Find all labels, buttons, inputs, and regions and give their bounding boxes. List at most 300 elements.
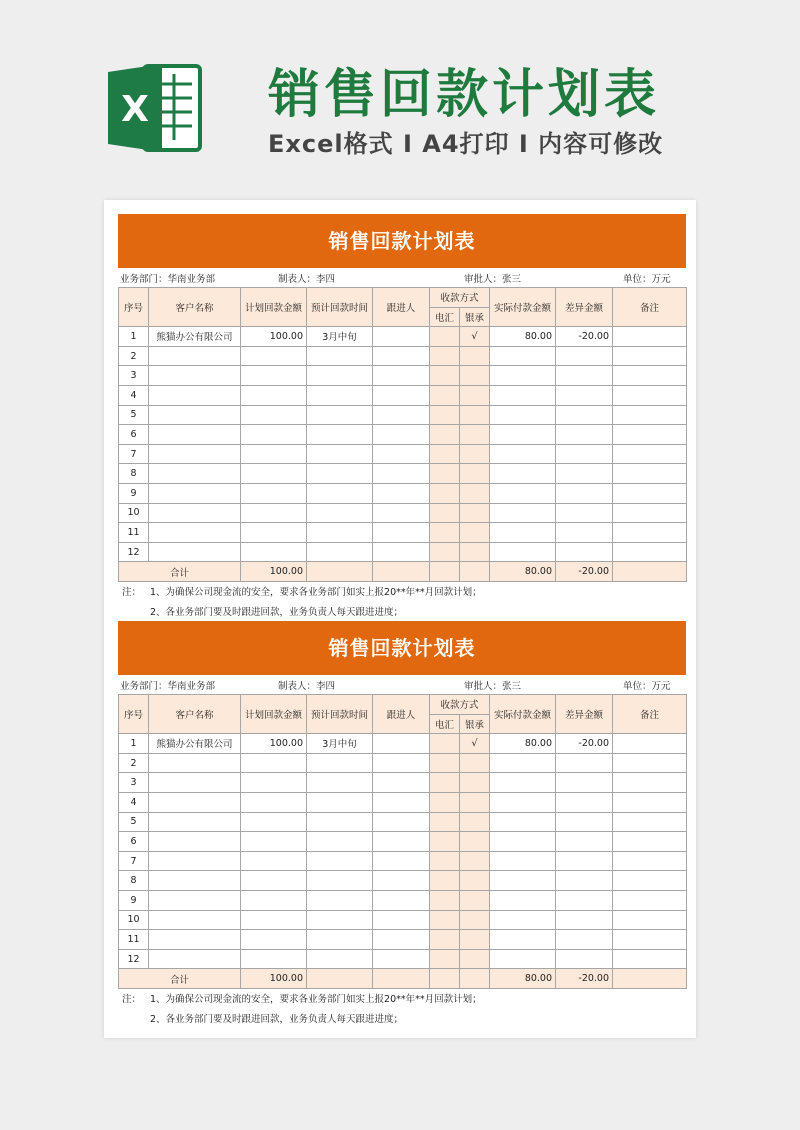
cell-bank[interactable] <box>460 385 490 405</box>
cell-wire[interactable] <box>430 542 460 562</box>
excel-logo-icon <box>104 58 204 158</box>
cell-plan-time[interactable] <box>307 851 373 871</box>
cell-follower[interactable] <box>373 523 430 543</box>
cell-actual[interactable] <box>490 792 556 812</box>
cell-remark[interactable] <box>613 405 687 425</box>
cell-actual[interactable] <box>490 425 556 445</box>
cell-no: 12 <box>119 949 149 969</box>
header-diff: 差异金额 <box>556 288 613 327</box>
hero-header <box>0 0 800 200</box>
cell-no: 4 <box>119 792 149 812</box>
cell-customer[interactable] <box>149 812 241 832</box>
cell-bank[interactable] <box>460 949 490 969</box>
cell-diff[interactable] <box>556 753 613 773</box>
table-row <box>119 464 687 484</box>
cell-bank[interactable] <box>460 523 490 543</box>
cell-diff[interactable] <box>556 405 613 425</box>
cell-customer[interactable] <box>149 890 241 910</box>
cell-diff[interactable] <box>556 871 613 891</box>
cell-bank[interactable] <box>460 425 490 445</box>
header-plan-time: 预计回款时间 <box>307 695 373 734</box>
header-no: 序号 <box>119 288 149 327</box>
cell-bank[interactable] <box>460 405 490 425</box>
cell-customer[interactable] <box>149 444 241 464</box>
cell-follower[interactable] <box>373 871 430 891</box>
cell-wire[interactable] <box>430 385 460 405</box>
cell-wire[interactable] <box>430 871 460 891</box>
cell-plan-amount[interactable] <box>241 812 307 832</box>
cell-follower[interactable] <box>373 366 430 386</box>
cell-remark[interactable] <box>613 327 687 347</box>
cell-wire[interactable] <box>430 366 460 386</box>
cell-diff[interactable] <box>556 425 613 445</box>
cell-wire[interactable] <box>430 812 460 832</box>
cell-plan-amount[interactable] <box>241 464 307 484</box>
cell-plan-amount[interactable] <box>241 405 307 425</box>
cell-plan-amount[interactable] <box>241 385 307 405</box>
cell-customer[interactable] <box>149 773 241 793</box>
plan-table <box>118 287 687 582</box>
cell-follower[interactable] <box>373 890 430 910</box>
cell-plan-amount[interactable] <box>241 503 307 523</box>
cell-plan-time[interactable] <box>307 425 373 445</box>
note-line-2: 2、各业务部门要及时跟进回款，业务负责人每天跟进进度； <box>150 1014 404 1025</box>
table-row <box>119 871 687 891</box>
cell-actual[interactable] <box>490 753 556 773</box>
cell-actual[interactable] <box>490 346 556 366</box>
notes-label: 注： <box>122 587 142 598</box>
cell-follower[interactable] <box>373 930 430 950</box>
cell-plan-amount[interactable] <box>241 346 307 366</box>
cell-no: 11 <box>119 930 149 950</box>
total-empty-cell <box>373 562 430 582</box>
dept-field: 业务部门：华南业务部 <box>120 681 216 692</box>
cell-remark[interactable] <box>613 503 687 523</box>
cell-customer[interactable] <box>149 851 241 871</box>
cell-diff[interactable] <box>556 949 613 969</box>
note-line-1: 1、为确保公司现金流的安全，要求各业务部门如实上报20**年**月回款计划； <box>150 587 482 598</box>
cell-customer[interactable] <box>149 425 241 445</box>
cell-actual[interactable] <box>490 812 556 832</box>
cell-plan-time[interactable] <box>307 464 373 484</box>
cell-no: 7 <box>119 851 149 871</box>
cell-plan-time[interactable] <box>307 483 373 503</box>
cell-plan-time[interactable] <box>307 890 373 910</box>
table-row <box>119 405 687 425</box>
cell-diff[interactable] <box>556 910 613 930</box>
cell-follower[interactable] <box>373 949 430 969</box>
cell-no: 3 <box>119 366 149 386</box>
cell-remark[interactable] <box>613 871 687 891</box>
cell-wire[interactable] <box>430 503 460 523</box>
maker-field: 制表人：李四 <box>278 274 336 285</box>
cell-wire[interactable] <box>430 425 460 445</box>
cell-actual[interactable] <box>490 444 556 464</box>
cell-plan-time[interactable] <box>307 753 373 773</box>
cell-remark[interactable] <box>613 483 687 503</box>
cell-plan-time[interactable] <box>307 542 373 562</box>
cell-follower[interactable] <box>373 812 430 832</box>
cell-plan-amount[interactable] <box>241 444 307 464</box>
cell-wire[interactable] <box>430 346 460 366</box>
cell-remark[interactable] <box>613 890 687 910</box>
cell-plan-time[interactable] <box>307 523 373 543</box>
total-empty-cell <box>307 562 373 582</box>
cell-remark[interactable] <box>613 851 687 871</box>
table-row <box>119 851 687 871</box>
cell-plan-time[interactable] <box>307 812 373 832</box>
cell-plan-amount[interactable] <box>241 425 307 445</box>
cell-remark[interactable] <box>613 753 687 773</box>
unit-field: 单位：万元 <box>623 681 671 692</box>
cell-customer[interactable]: 熊猫办公有限公司 <box>149 327 241 347</box>
cell-follower[interactable] <box>373 405 430 425</box>
header-wire: 电汇 <box>430 307 460 327</box>
cell-wire[interactable] <box>430 327 460 347</box>
cell-plan-time[interactable] <box>307 773 373 793</box>
cell-no: 2 <box>119 346 149 366</box>
cell-diff[interactable] <box>556 444 613 464</box>
cell-no: 11 <box>119 523 149 543</box>
cell-wire[interactable] <box>430 890 460 910</box>
cell-remark[interactable] <box>613 464 687 484</box>
table-header-row <box>119 695 687 715</box>
cell-no: 4 <box>119 385 149 405</box>
cell-follower[interactable] <box>373 425 430 445</box>
cell-plan-amount[interactable] <box>241 792 307 812</box>
table-row <box>119 425 687 445</box>
cell-bank[interactable] <box>460 871 490 891</box>
cell-follower[interactable] <box>373 385 430 405</box>
header-plan-time: 预计回款时间 <box>307 288 373 327</box>
cell-actual[interactable] <box>490 930 556 950</box>
cell-wire[interactable] <box>430 949 460 969</box>
cell-follower[interactable] <box>373 464 430 484</box>
total-empty-cell <box>460 562 490 582</box>
cell-customer[interactable] <box>149 871 241 891</box>
cell-follower[interactable] <box>373 327 430 347</box>
cell-bank[interactable] <box>460 503 490 523</box>
cell-plan-time[interactable] <box>307 444 373 464</box>
cell-remark[interactable] <box>613 792 687 812</box>
cell-customer[interactable] <box>149 405 241 425</box>
cell-actual[interactable] <box>490 949 556 969</box>
notes-label: 注： <box>122 994 142 1005</box>
cell-actual[interactable] <box>490 832 556 852</box>
cell-actual[interactable] <box>490 890 556 910</box>
cell-plan-time[interactable] <box>307 346 373 366</box>
approver-field: 审批人：张三 <box>464 274 522 285</box>
cell-plan-amount[interactable] <box>241 483 307 503</box>
cell-actual[interactable]: 80.00 <box>490 734 556 754</box>
cell-customer[interactable] <box>149 832 241 852</box>
cell-diff[interactable] <box>556 792 613 812</box>
table-row <box>119 483 687 503</box>
total-label: 合计 <box>119 969 241 989</box>
cell-bank[interactable] <box>460 890 490 910</box>
cell-plan-amount[interactable] <box>241 890 307 910</box>
form-title-banner: 销售回款计划表 <box>118 621 686 675</box>
document-sheet <box>104 200 696 1038</box>
cell-customer[interactable] <box>149 930 241 950</box>
cell-bank[interactable] <box>460 753 490 773</box>
table-row <box>119 385 687 405</box>
cell-remark[interactable] <box>613 812 687 832</box>
cell-plan-time[interactable]: 3月中旬 <box>307 327 373 347</box>
cell-bank[interactable] <box>460 910 490 930</box>
cell-plan-time[interactable] <box>307 871 373 891</box>
total-plan-amount: 100.00 <box>241 969 307 989</box>
cell-diff[interactable]: -20.00 <box>556 327 613 347</box>
cell-plan-time[interactable] <box>307 832 373 852</box>
cell-wire[interactable] <box>430 773 460 793</box>
cell-bank[interactable] <box>460 444 490 464</box>
total-empty-cell <box>430 562 460 582</box>
cell-actual[interactable] <box>490 773 556 793</box>
hero-subtitle: Excel格式 I A4打印 I 内容可修改 <box>268 130 664 158</box>
total-label: 合计 <box>119 562 241 582</box>
cell-bank[interactable] <box>460 773 490 793</box>
cell-plan-amount[interactable] <box>241 523 307 543</box>
cell-wire[interactable] <box>430 930 460 950</box>
cell-plan-time[interactable] <box>307 910 373 930</box>
cell-follower[interactable] <box>373 792 430 812</box>
cell-follower[interactable] <box>373 503 430 523</box>
cell-plan-time[interactable]: 3月中旬 <box>307 734 373 754</box>
cell-no: 6 <box>119 832 149 852</box>
cell-diff[interactable] <box>556 523 613 543</box>
form-meta-row <box>118 270 686 286</box>
cell-follower[interactable] <box>373 542 430 562</box>
header-plan-amount: 计划回款金额 <box>241 695 307 734</box>
cell-wire[interactable] <box>430 910 460 930</box>
cell-bank[interactable]: √ <box>460 327 490 347</box>
cell-wire[interactable] <box>430 792 460 812</box>
cell-diff[interactable] <box>556 542 613 562</box>
cell-no: 1 <box>119 734 149 754</box>
cell-diff[interactable] <box>556 385 613 405</box>
cell-customer[interactable] <box>149 464 241 484</box>
header-method: 收款方式 <box>430 288 490 308</box>
cell-plan-amount[interactable] <box>241 773 307 793</box>
cell-no: 2 <box>119 753 149 773</box>
cell-no: 10 <box>119 503 149 523</box>
cell-actual[interactable] <box>490 503 556 523</box>
cell-plan-amount[interactable] <box>241 542 307 562</box>
header-plan-amount: 计划回款金额 <box>241 288 307 327</box>
cell-bank[interactable] <box>460 542 490 562</box>
table-row <box>119 503 687 523</box>
cell-plan-time[interactable] <box>307 949 373 969</box>
cell-wire[interactable] <box>430 464 460 484</box>
cell-no: 8 <box>119 464 149 484</box>
cell-plan-amount[interactable]: 100.00 <box>241 327 307 347</box>
total-empty-cell <box>613 562 687 582</box>
cell-diff[interactable] <box>556 503 613 523</box>
cell-customer[interactable] <box>149 542 241 562</box>
cell-follower[interactable] <box>373 753 430 773</box>
cell-plan-amount[interactable] <box>241 871 307 891</box>
cell-diff[interactable] <box>556 851 613 871</box>
cell-diff[interactable]: -20.00 <box>556 734 613 754</box>
cell-remark[interactable] <box>613 949 687 969</box>
header-follower: 跟进人 <box>373 695 430 734</box>
cell-plan-time[interactable] <box>307 503 373 523</box>
cell-plan-amount[interactable] <box>241 930 307 950</box>
cell-plan-amount[interactable] <box>241 949 307 969</box>
cell-customer[interactable] <box>149 346 241 366</box>
cell-remark[interactable] <box>613 542 687 562</box>
cell-actual[interactable] <box>490 385 556 405</box>
table-row <box>119 542 687 562</box>
cell-wire[interactable] <box>430 483 460 503</box>
cell-customer[interactable] <box>149 792 241 812</box>
cell-bank[interactable] <box>460 346 490 366</box>
cell-no: 5 <box>119 812 149 832</box>
cell-remark[interactable] <box>613 910 687 930</box>
table-row <box>119 949 687 969</box>
cell-no: 10 <box>119 910 149 930</box>
cell-diff[interactable] <box>556 773 613 793</box>
maker-field: 制表人：李四 <box>278 681 336 692</box>
cell-remark[interactable] <box>613 385 687 405</box>
cell-remark[interactable] <box>613 523 687 543</box>
table-row <box>119 327 687 347</box>
cell-wire[interactable] <box>430 405 460 425</box>
total-actual: 80.00 <box>490 562 556 582</box>
cell-customer[interactable] <box>149 385 241 405</box>
total-empty-cell <box>373 969 430 989</box>
cell-customer[interactable] <box>149 910 241 930</box>
header-bank: 银承 <box>460 714 490 734</box>
cell-actual[interactable] <box>490 405 556 425</box>
cell-customer[interactable] <box>149 523 241 543</box>
cell-remark[interactable] <box>613 366 687 386</box>
total-empty-cell <box>613 969 687 989</box>
cell-diff[interactable] <box>556 930 613 950</box>
cell-plan-amount[interactable] <box>241 366 307 386</box>
cell-diff[interactable] <box>556 890 613 910</box>
cell-diff[interactable] <box>556 464 613 484</box>
cell-remark[interactable] <box>613 734 687 754</box>
cell-actual[interactable]: 80.00 <box>490 327 556 347</box>
cell-bank[interactable] <box>460 366 490 386</box>
total-empty-cell <box>460 969 490 989</box>
note-line-1: 1、为确保公司现金流的安全，要求各业务部门如实上报20**年**月回款计划； <box>150 994 482 1005</box>
cell-wire[interactable] <box>430 851 460 871</box>
header-no: 序号 <box>119 695 149 734</box>
cell-bank[interactable] <box>460 851 490 871</box>
cell-diff[interactable] <box>556 346 613 366</box>
cell-follower[interactable] <box>373 483 430 503</box>
cell-bank[interactable] <box>460 483 490 503</box>
cell-bank[interactable] <box>460 792 490 812</box>
cell-remark[interactable] <box>613 773 687 793</box>
cell-bank[interactable] <box>460 930 490 950</box>
cell-no: 9 <box>119 890 149 910</box>
cell-bank[interactable]: √ <box>460 734 490 754</box>
cell-actual[interactable] <box>490 366 556 386</box>
cell-diff[interactable] <box>556 366 613 386</box>
cell-customer[interactable] <box>149 366 241 386</box>
cell-wire[interactable] <box>430 753 460 773</box>
cell-plan-amount[interactable] <box>241 753 307 773</box>
cell-plan-time[interactable] <box>307 792 373 812</box>
note-line-2: 2、各业务部门要及时跟进回款，业务负责人每天跟进进度； <box>150 607 404 618</box>
cell-plan-time[interactable] <box>307 405 373 425</box>
cell-actual[interactable] <box>490 483 556 503</box>
cell-plan-amount[interactable] <box>241 851 307 871</box>
cell-plan-time[interactable] <box>307 366 373 386</box>
table-row <box>119 366 687 386</box>
cell-remark[interactable] <box>613 346 687 366</box>
cell-bank[interactable] <box>460 832 490 852</box>
cell-wire[interactable] <box>430 832 460 852</box>
cell-actual[interactable] <box>490 523 556 543</box>
cell-wire[interactable] <box>430 444 460 464</box>
total-plan-amount: 100.00 <box>241 562 307 582</box>
dept-field: 业务部门：华南业务部 <box>120 274 216 285</box>
header-actual: 实际付款金额 <box>490 288 556 327</box>
plan-table <box>118 694 687 989</box>
cell-plan-amount[interactable]: 100.00 <box>241 734 307 754</box>
table-row <box>119 812 687 832</box>
cell-wire[interactable] <box>430 734 460 754</box>
cell-customer[interactable] <box>149 483 241 503</box>
cell-customer[interactable] <box>149 949 241 969</box>
cell-actual[interactable] <box>490 851 556 871</box>
table-row <box>119 773 687 793</box>
table-row <box>119 930 687 950</box>
header-diff: 差异金额 <box>556 695 613 734</box>
cell-plan-amount[interactable] <box>241 910 307 930</box>
cell-follower[interactable] <box>373 734 430 754</box>
cell-actual[interactable] <box>490 910 556 930</box>
cell-diff[interactable] <box>556 812 613 832</box>
cell-customer[interactable] <box>149 503 241 523</box>
cell-plan-time[interactable] <box>307 385 373 405</box>
cell-diff[interactable] <box>556 832 613 852</box>
cell-follower[interactable] <box>373 444 430 464</box>
cell-plan-amount[interactable] <box>241 832 307 852</box>
cell-actual[interactable] <box>490 542 556 562</box>
cell-follower[interactable] <box>373 773 430 793</box>
cell-diff[interactable] <box>556 483 613 503</box>
cell-remark[interactable] <box>613 425 687 445</box>
cell-bank[interactable] <box>460 464 490 484</box>
table-header-row <box>119 288 687 308</box>
cell-no: 9 <box>119 483 149 503</box>
cell-actual[interactable] <box>490 871 556 891</box>
total-diff: -20.00 <box>556 969 613 989</box>
table-row <box>119 792 687 812</box>
unit-field: 单位：万元 <box>623 274 671 285</box>
cell-customer[interactable]: 熊猫办公有限公司 <box>149 734 241 754</box>
cell-follower[interactable] <box>373 851 430 871</box>
cell-wire[interactable] <box>430 523 460 543</box>
cell-bank[interactable] <box>460 812 490 832</box>
cell-plan-time[interactable] <box>307 930 373 950</box>
cell-follower[interactable] <box>373 832 430 852</box>
cell-remark[interactable] <box>613 930 687 950</box>
cell-follower[interactable] <box>373 346 430 366</box>
cell-remark[interactable] <box>613 444 687 464</box>
cell-follower[interactable] <box>373 910 430 930</box>
cell-actual[interactable] <box>490 464 556 484</box>
cell-remark[interactable] <box>613 832 687 852</box>
cell-customer[interactable] <box>149 753 241 773</box>
table-row <box>119 444 687 464</box>
